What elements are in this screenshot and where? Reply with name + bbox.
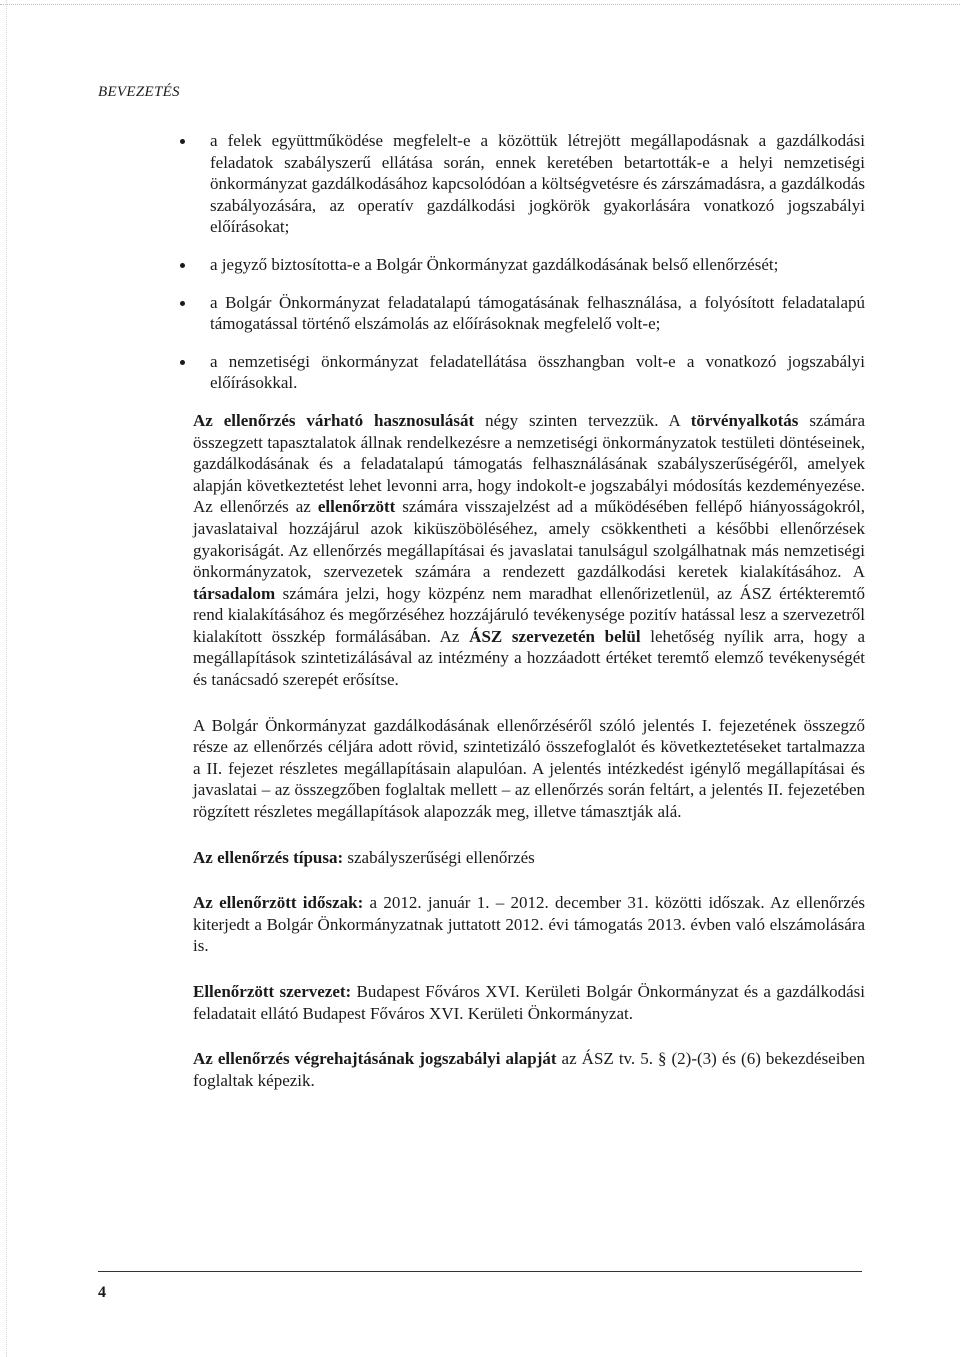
text-run: számára visszajelzést ad a működésében fellépő hiányosságokról, javaslataival hozzájárul azok kiküszöböléséhez, amely csökkentheti a későbbi ellenőrzések gyakoriságát. Az ellenőrzés megállapításai és javaslatai tanulságul szolgálhatnak más nemzetiségi önkormányzatok, szervezetek számára a rendezett gazdálkodási keretek kialakításához. A	[193, 497, 865, 582]
audit-period-paragraph	[193, 892, 865, 957]
legal-basis-label: Az ellenőrzés végrehajtásának jogszabályi alapját	[193, 1049, 557, 1069]
benefit-paragraph	[193, 410, 865, 691]
legal-basis-paragraph	[193, 1048, 865, 1091]
bold-phrase: Az ellenőrzés várható hasznosulását	[193, 410, 475, 430]
bold-phrase: ÁSZ szervezetén belül	[469, 626, 641, 646]
text-run: számára jelzi, hogy közpénz nem maradhat ellenőrizetlenül, az ÁSZ értékteremtő rend kialakításához és megőrzéséhez hozzájáruló tevékenysége pozitív hatással lesz a szervezetről kialakított összkép formálásában. Az	[193, 583, 865, 646]
text-run: lehetőség nyílik arra, hogy a megállapítások szintetizálásával az intézmény a hozzáadott értéket teremtő elemző tevékenységét és tanácsadó szerepét erősítse.	[193, 626, 866, 690]
audit-period-label: Az ellenőrzött időszak:	[193, 893, 364, 913]
audit-period-value: a 2012. január 1. – 2012. december 31. közötti időszak. Az ellenőrzés kiterjedt a Bolgár Önkormányzatnak juttatott 2012. évi támogatás 2013. évben való elszámolására is.	[193, 893, 865, 956]
objectives-list	[193, 130, 865, 394]
audited-entity-paragraph	[193, 981, 865, 1024]
audit-type-label: Az ellenőrzés típusa:	[193, 847, 344, 867]
bold-phrase: társadalom	[193, 583, 276, 603]
left-border	[6, 0, 7, 1357]
bold-phrase: törvényalkotás	[690, 410, 799, 430]
page-number: 4	[98, 1284, 106, 1301]
list-item: a nemzetiségi önkormányzat feladatellátása összhangban volt-e a vonatkozó jogszabályi előírásokkal.	[193, 351, 865, 394]
bold-phrase: ellenőrzött	[317, 497, 396, 517]
audited-entity-value: Budapest Főváros XVI. Kerületi Bolgár Önkormányzat és a gazdálkodási feladatait ellátó Budapest Főváros XVI. Kerületi Önkormányzat.	[193, 982, 865, 1023]
list-item: a Bolgár Önkormányzat feladatalapú támogatásának felhasználása, a folyósított feladatalapú támogatással történő elszámolás az előírásoknak megfelelő volt-e;	[193, 292, 865, 335]
audit-type-value: szabályszerűségi ellenőrzés	[343, 847, 535, 867]
top-border	[0, 4, 960, 5]
audited-entity-label: Ellenőrzött szervezet:	[193, 982, 352, 1001]
page-body	[193, 130, 865, 1115]
legal-basis-value: az ÁSZ tv. 5. § (2)-(3) és (6) bekezdéseiben foglaltak képezik.	[193, 1049, 865, 1090]
list-item: a jegyző biztosította-e a Bolgár Önkormányzat gazdálkodásának belső ellenőrzését;	[193, 254, 865, 276]
list-item: a felek együttműködése megfelelt-e a közöttük létrejött megállapodásnak a gazdálkodási feladatok szabályszerű ellátása során, ennek keretében betartották-e a helyi nemzetiségi önkormányzat gazdálkodásához kapcsolódóan a költségvetésre és zárszámadásra, a gazdálkodás szabályozására, az operatív gazdálkodási jogkörök gyakorlására vonatkozó jogszabályi előírásokat;	[193, 130, 865, 238]
footer-divider	[98, 1271, 862, 1272]
section-header: BEVEZETÉS	[98, 84, 180, 100]
report-structure-paragraph: A Bolgár Önkormányzat gazdálkodásának ellenőrzéséről szóló jelentés I. fejezetének összegző része az ellenőrzés céljára adott rövid, szintetizáló összefoglalót és következtetéseket tartalmazza a II. fejezet részletes megállapításain alapulóan. A jelentés intézkedést igénylő megállapításai és javaslatai – az összegzőben foglaltak mellett – az ellenőrzés során feltárt, a jelentés II. fejezetében rögzített részletes megállapítások alapozzák meg, illetve támasztják alá.	[193, 715, 865, 822]
text-run: számára összegzett tapasztalatok állnak rendelkezésre a nemzetiségi önkormányzatok testületi döntéseinek, gazdálkodásának és a feladatalapú támogatás felhasználásának szabályszerűségéről, amelyek alapján következtetést lehet levonni arra, hogy indokolt-e jogszabályi módosítás kezdeményezése. Az ellenőrzés az	[193, 410, 865, 517]
text-run: négy szinten tervezzük. A	[474, 410, 691, 430]
audit-type-paragraph	[193, 847, 865, 869]
